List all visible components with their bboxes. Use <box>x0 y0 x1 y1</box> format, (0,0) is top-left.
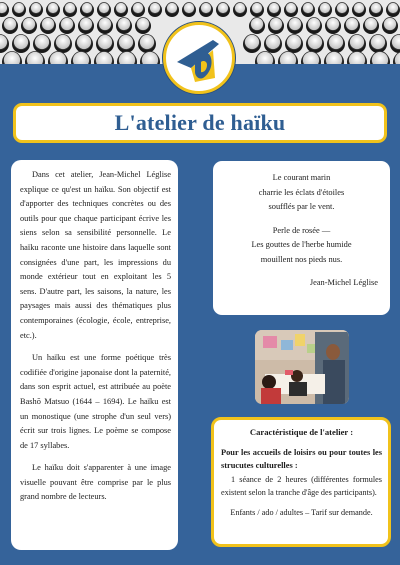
characteristics-detail: 1 séance de 2 heures (différentes formules existent selon la tranche d'âge des participants). <box>221 474 382 498</box>
title-banner <box>13 103 387 143</box>
poem-line: Perle de rosée — <box>272 225 331 235</box>
page-title: L'atelier de haïku <box>114 110 286 135</box>
description-card <box>11 160 178 550</box>
poem-line: Le courant marin <box>272 173 331 182</box>
characteristics-subtitle: Pour les accueils de loisirs ou pour toutes les strucutes culturelles : <box>221 447 382 471</box>
poem-author: Jean-Michel Léglise <box>309 278 378 287</box>
poem-card <box>213 161 390 315</box>
characteristics-title: Caractéristique de l'atelier : <box>249 427 354 437</box>
workshop-photo-icon <box>255 330 349 404</box>
poem-line: charrie les éclats d'étoiles <box>258 187 345 197</box>
poem-stanza <box>221 224 382 268</box>
description-paragraph: Un haïku est une forme poétique très codifiée d'origine japonaise dont la paternité, dans son esprit actuel, est attribuée au poète Bashō Matsuo (1644 – 1694). Le haïku est un monostique (une strophe d'un seul vers) écrit sur trois lignes. Le poème se compose de 17 syllabes. <box>20 353 171 450</box>
characteristics-card <box>211 417 391 547</box>
description-paragraph: Le haïku doit s'apparenter à une image visuelle pouvant être comprise par le plus grand nombre de lecteurs. <box>20 463 171 502</box>
poem-line: mouillent nos pieds nus. <box>260 254 343 264</box>
characteristics-audience: Enfants / ado / adultes – Tarif sur demande. <box>230 507 373 517</box>
poem-line: Les gouttes de l'herbe humide <box>251 240 352 249</box>
description-paragraph: Dans cet atelier, Jean-Michel Léglise explique ce qu'est un haïku. Son objectif est d'apporter des techniques concrètes ou des outils pour que chaque participant écrive les siens selon sa sensibilité personnelle. Le haïku raconte une histoire dans laquelle sont consignées d'une part, les impressions du monde extérieur tout en exploitant les 5 sens. D'autre part, les saisons, la nature, les paysages mais aussi des thématiques plus contemporaines (écologie, école, entreprise, etc.). <box>20 170 171 340</box>
poem-line: soufflés par le vent. <box>268 202 335 211</box>
detective-silhouette-logo-icon <box>163 22 235 94</box>
poem-stanza <box>221 171 382 215</box>
